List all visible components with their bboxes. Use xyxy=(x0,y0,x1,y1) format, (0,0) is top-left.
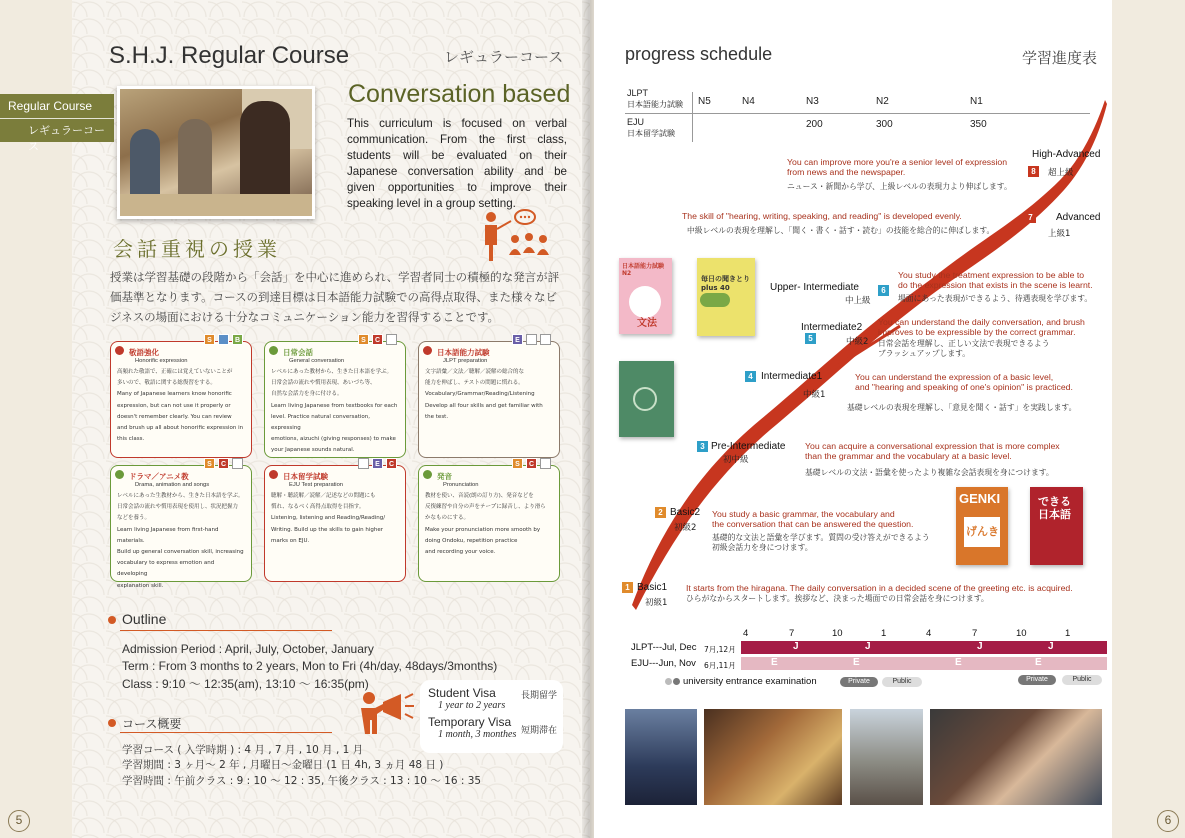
eju-mark: E xyxy=(1035,657,1042,668)
card-body: 高頻れた敬語で、正確には覚えていないことが 多いので、敬語に関する総復習をする。 Many of Japanese learners know honorific expression, but can not use it properly or doesn't remember clearly. You can review and brush up all about honorific expression in this class. xyxy=(117,369,244,443)
side-tab-en: Regular Course xyxy=(8,99,93,113)
page-number-right: 6 xyxy=(1157,810,1179,832)
photo-ema-plaques xyxy=(704,709,842,805)
badge-c: C xyxy=(526,458,537,469)
jlpt-row-sub: 7月,12月 xyxy=(704,645,736,654)
card-title: 日常会話 xyxy=(283,348,313,357)
schedule-title: progress schedule xyxy=(625,44,773,64)
right-page-edge xyxy=(1112,0,1185,838)
badge-blank xyxy=(232,458,243,469)
card-subtitle: General conversation xyxy=(289,358,345,364)
step-5-jp: 中級2 xyxy=(846,337,869,347)
book-green xyxy=(619,361,674,437)
step-8-jp: 超上級 xyxy=(1048,168,1074,178)
step-8-desc: You can improve more you're a senior level of expression from news and the newspaper. xyxy=(787,157,1008,177)
outline-bullet xyxy=(108,616,116,624)
badge-s: S xyxy=(512,458,523,469)
badge-blank xyxy=(526,334,537,345)
step-8-desc-jp: ニュース・新聞から学び、上級レベルの表現力より伸ばします。 xyxy=(787,182,1012,191)
jlpt-n3: N3 xyxy=(806,96,819,107)
book-listening-plus40: 毎日の聞きとり plus 40 xyxy=(697,258,755,336)
student-visa-jp: 長期留学 xyxy=(520,691,557,701)
badge-s: S xyxy=(204,458,215,469)
step-4-desc-jp: 基礎レベルの表現を理解し、「意見を聞く・話す」を実践します。 xyxy=(847,403,1077,412)
classroom-icon xyxy=(481,207,553,263)
jlpt-mark: J xyxy=(793,641,799,652)
megaphone-person-icon xyxy=(357,688,417,736)
jp-heading: 会話重視の授業 xyxy=(113,237,281,261)
outline-underline xyxy=(120,630,332,631)
eju-350: 350 xyxy=(970,119,987,130)
card-title: 敬語強化 xyxy=(129,348,159,357)
month-7: 7 xyxy=(789,628,795,639)
card-general-conversation xyxy=(264,337,406,458)
step-7-number: 7 xyxy=(1025,212,1036,223)
card-subtitle: Honorific expression xyxy=(135,358,188,364)
step-6-desc-jp: 場面にあった表現ができるよう、待遇表現を学びます。 xyxy=(898,294,1093,303)
step-7-name: Advanced xyxy=(1056,212,1101,223)
step-1-name: Basic1 xyxy=(637,582,668,593)
step-7-jp: 上級1 xyxy=(1048,229,1071,239)
badge-c: C xyxy=(372,334,383,345)
eju-mark: E xyxy=(853,657,860,668)
jlpt-n4: N4 xyxy=(742,96,755,107)
step-2-desc-jp: 基礎的な文法と語彙を学びます。質問の受け答えができるよう 初級会話力を身につけます。 xyxy=(712,533,930,552)
page-title: S.H.J. Regular Course xyxy=(109,42,350,69)
step-5-desc-jp: 日常会話を理解し、正しい文法で表現できるよう ブラッシュアップします。 xyxy=(878,339,1050,358)
schedule-title-jp: 学習進度表 xyxy=(1022,49,1098,67)
jlpt-n5: N5 xyxy=(698,96,711,107)
card-subtitle: EJU Test preparation xyxy=(289,482,344,488)
card-title: 日本語能力試験 xyxy=(437,348,490,357)
month-1: 1 xyxy=(881,628,887,639)
card-title: ドラマ／アニメ教 xyxy=(129,472,189,481)
badge-e: E xyxy=(512,334,523,345)
card-eju xyxy=(264,461,406,582)
eju-bar xyxy=(741,657,1107,670)
student-visa: Student Visa xyxy=(428,686,496,700)
page-title-jp: レギュラーコース xyxy=(444,48,564,66)
private-pill: Private xyxy=(1018,675,1056,685)
step-4-name: Intermediate1 xyxy=(761,371,823,382)
jp-paragraph: 授業は学習基礎の段階から「会話」を中心に進められ、学習者同士の積極的な発言が評価基準となります。コースの到達目標は日本語能力試験での高得点取得、また様々なビジネスの場面における十分なコミュニケーション能力を習得することです。 xyxy=(110,270,560,324)
outline-jp-line: 学習時間 : 午前クラス : 9 : 10 〜 12 : 35, 午後クラス : 13 : 10 〜 16 : 35 xyxy=(122,775,482,787)
legend-dot xyxy=(673,678,680,685)
step-7-desc: The skill of "hearing, writing, speaking, and reading" is developed evenly. xyxy=(682,211,962,221)
step-8-name: High-Advanced xyxy=(1032,149,1101,160)
step-1-desc-jp: ひらがなからスタートします。挨拶など、決まった場面での日常会話を身につけます。 xyxy=(686,594,989,603)
outline-line: Admission Period : April, July, October, January xyxy=(122,642,374,656)
eju-mark: E xyxy=(771,657,778,668)
badge-b: B xyxy=(232,334,243,345)
card-title: 日本留学試験 xyxy=(283,472,328,481)
outline-jp-underline xyxy=(120,732,332,733)
private-pill: Private xyxy=(840,677,878,687)
card-body: 聴解・聴読解／読解／記述などの問題にも 慣れ、なるべく高得点取得を目指す。 Listening, listening and Reading/Reading/ Writing. Build up the skills to gain higher marks on EJU. xyxy=(271,493,386,544)
step-5-number: 5 xyxy=(805,333,816,344)
outline-jp-line: 学習コース ( 入学時期 ) : 4 月 , 7 月 , 10 月 , 1 月 xyxy=(122,744,364,756)
jlpt-mark: J xyxy=(977,641,983,652)
jlpt-mark: J xyxy=(865,641,871,652)
month-1: 1 xyxy=(1065,628,1071,639)
step-1-desc: It starts from the hiragana. The daily conversation in a decided scene of the greeting etc. is acquired. xyxy=(686,583,1073,593)
eju-200: 200 xyxy=(806,119,823,130)
step-1-jp: 初級1 xyxy=(645,598,668,608)
jlpt-n2: N2 xyxy=(876,96,889,107)
jlpt-row-label: JLPT---Jul, Dec xyxy=(631,642,697,653)
step-3-desc-jp: 基礎レベルの文法・語彙を使ったより複雑な会話表現を身につけます。 xyxy=(805,468,1054,477)
month-10: 10 xyxy=(832,628,843,639)
step-3-number: 3 xyxy=(697,441,708,452)
eju-row-sub: 6月,11月 xyxy=(704,661,736,670)
card-subtitle: Drama, animation and songs xyxy=(135,482,210,488)
student-visa-term: 1 year to 2 years xyxy=(438,700,506,711)
card-pronunciation xyxy=(418,461,560,582)
book-genki: GENKI げんき xyxy=(956,487,1008,565)
card-title: 発音 xyxy=(437,472,452,481)
eju-label: EJU xyxy=(627,117,645,127)
public-pill: Public xyxy=(1062,675,1102,685)
step-3-name: Pre-Intermediate xyxy=(711,441,786,452)
card-body: 文字語彙／文法／聴解／読解の総合的な 能力を伸ばし、テストの問題に慣れる。 Vocabulary/Grammar/Reading/Listening Develop all four skills and get familiar with the test. xyxy=(425,369,543,420)
jlpt-n1: N1 xyxy=(970,96,983,107)
outline-heading: Outline xyxy=(122,611,167,627)
book-dekiru: できる日本語 xyxy=(1030,487,1083,565)
public-pill: Public xyxy=(882,677,922,687)
card-body: レベルにあった生教材から、生きた日本語を学ぶ。 日常会話の流れや慣用表現を使用し、状況把握力 などを養う。 Learn living Japanese from first-hand materials. Build up general conversation skill, increasing vocabulary to express emotion and developing explanation skill. xyxy=(117,493,244,589)
badge-blank xyxy=(540,334,551,345)
eju-mark: E xyxy=(955,657,962,668)
step-4-desc: You can understand the expression of a basic level, and "hearing and speaking of one's opinion" is practiced. xyxy=(855,372,1073,392)
card-subtitle: JLPT preparation xyxy=(443,358,488,364)
eju-row-label: EJU---Jun, Nov xyxy=(631,658,696,669)
legend-label: university entrance examination xyxy=(683,676,817,687)
side-tab xyxy=(0,94,114,153)
card-honorific xyxy=(110,337,252,458)
temporary-visa: Temporary Visa xyxy=(428,715,512,729)
step-1-number: 1 xyxy=(622,582,633,593)
photo-selfie-group xyxy=(930,709,1102,805)
card-body: レベルにあった教材から、生きた日本語を学ぶ。 日常会話の流れや慣用表現、あいづち等、 自然な会話力を身に付ける。 Learn living Japanese from textbooks for each level. Practice natural conversation, expressing emotions, aizuchi (giving responses) to make your Japanese sounds natural. xyxy=(271,369,398,454)
step-2-desc: You study a basic grammar, the vocabulary and the conversation that can be answered the question. xyxy=(712,509,914,529)
badge-blank xyxy=(358,458,369,469)
visa-box xyxy=(420,680,563,753)
badge-s: S xyxy=(204,334,215,345)
step-2-name: Basic2 xyxy=(670,507,701,518)
card-drama xyxy=(110,461,252,589)
page-number-left: 5 xyxy=(8,810,30,832)
step-3-jp: 初中級 xyxy=(723,455,749,465)
step-4-jp: 中級1 xyxy=(803,390,826,400)
side-tab-divider xyxy=(0,118,114,119)
card-jlpt xyxy=(418,337,560,458)
step-6-number: 6 xyxy=(878,285,889,296)
classroom-photo xyxy=(117,86,315,219)
step-5-name: Intermediate2 xyxy=(801,322,863,333)
card-subtitle: Pronunciation xyxy=(443,482,479,488)
side-tab-jp: レギュラーコース xyxy=(28,124,105,153)
card-body: 教材を使い、音読(朗の訂り方)、発音などを 反復練習や自分の声をテープに録音し、より滑ら かなものにする。 Make your pronunciation more smooth by doing Ondoku, repetition practice and recording your voice. xyxy=(425,493,546,556)
step-2-jp: 初級2 xyxy=(674,523,697,533)
month-7: 7 xyxy=(972,628,978,639)
outline-line: Class : 9:10 〜 12:35(am), 13:10 〜 16:35(pm) xyxy=(122,677,369,691)
month-4: 4 xyxy=(743,628,749,639)
badge-s: S xyxy=(358,334,369,345)
step-5-desc: You can understand the daily conversation, and brush improves to be expressible by the correct grammar. xyxy=(878,317,1085,337)
jlpt-label: JLPT xyxy=(627,88,649,98)
conversation-title: Conversation based xyxy=(348,80,571,108)
badge-c: C xyxy=(386,458,397,469)
book-jlpt-n2: 日本語能力試験 N2 文法 xyxy=(619,258,672,334)
step-2-number: 2 xyxy=(655,507,666,518)
temporary-visa-jp: 短期滞在 xyxy=(520,726,557,736)
step-8-number: 8 xyxy=(1028,166,1039,177)
badge-blank xyxy=(386,334,397,345)
badge-e: E xyxy=(372,458,383,469)
badge-blank xyxy=(540,458,551,469)
outline-jp-line: 学習期間 : 3 ヶ月〜 2 年 , 月曜日〜金曜日 (1 日 4h, 3 ヵ月 48 日 ) xyxy=(122,759,444,771)
badge-c: C xyxy=(218,458,229,469)
month-10: 10 xyxy=(1016,628,1027,639)
badge-blank xyxy=(218,334,229,345)
photo-group-students xyxy=(625,709,697,805)
eju-300: 300 xyxy=(876,119,893,130)
photo-street xyxy=(850,709,923,805)
jlpt-mark: J xyxy=(1048,641,1054,652)
legend-dot xyxy=(665,678,672,685)
month-4: 4 xyxy=(926,628,932,639)
outline-jp-bullet xyxy=(108,719,116,727)
outline-line: Term : From 3 months to 2 years, Mon to Fri (4h/day, 48days/3months) xyxy=(122,659,498,673)
step-6-desc: You study the treatment expression to be able to do the expression that exists in the scene is learnt. xyxy=(898,270,1093,290)
step-7-desc-jp: 中級レベルの表現を理解し、「聞く・書く・話す・読む」の技能を総合的に伸ばします。 xyxy=(687,226,995,235)
step-3-desc: You can acquire a conversational expression that is more complex than the grammar and the vocabulary at a basic level. xyxy=(805,441,1060,461)
step-6-name: Upper- Intermediate xyxy=(770,282,859,293)
temporary-visa-term: 1 month, 3 monthes xyxy=(438,729,517,740)
step-6-jp: 中上級 xyxy=(845,296,871,306)
jlpt-jp: 日本語能力試験 xyxy=(627,100,683,109)
eju-jp: 日本留学試験 xyxy=(627,129,675,138)
conversation-text: This curriculum is focused on verbal communication. From the first class, students will be evaluated on their Japanese conversation ability and be given opportunities to improve their speaking level in a group setting. xyxy=(347,117,567,210)
step-4-number: 4 xyxy=(745,371,756,382)
outline-jp-heading: コース概要 xyxy=(122,717,182,731)
